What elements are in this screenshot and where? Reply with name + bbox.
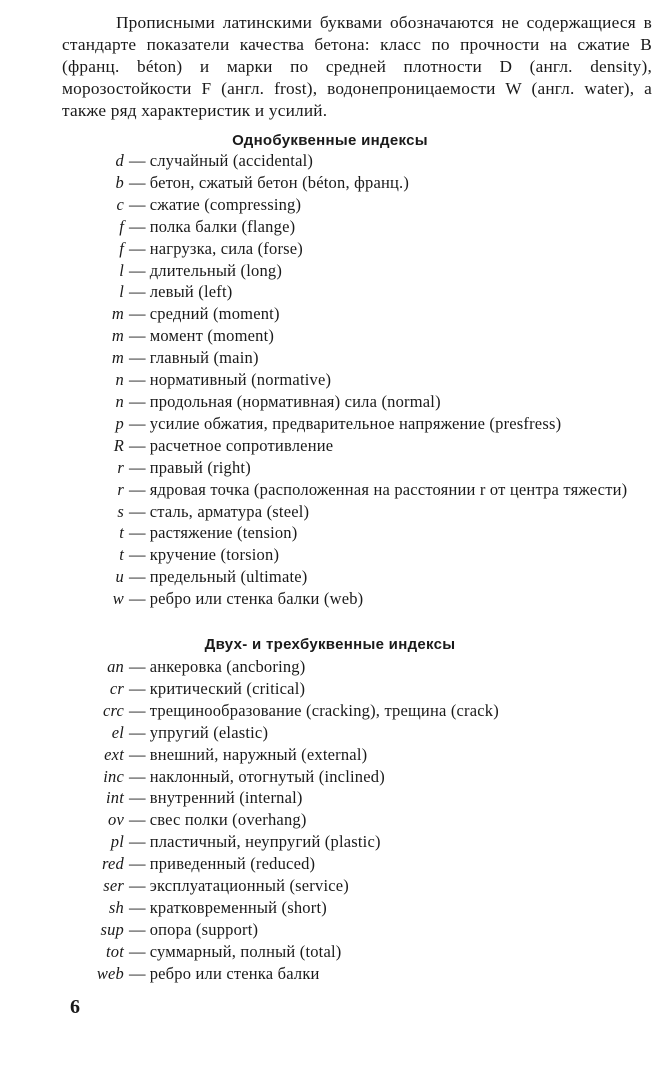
index-symbol: p: [115, 413, 124, 433]
entry-dash: —: [129, 589, 146, 609]
index-description: сжатие (compressing): [149, 194, 302, 214]
index-entry: [0, 897, 660, 919]
index-description: критический (critical): [149, 678, 306, 698]
entry-dash: —: [129, 678, 146, 698]
index-symbol: c: [116, 194, 124, 214]
index-symbol: t: [119, 523, 124, 543]
entry-dash: —: [129, 238, 146, 258]
entry-dash: —: [129, 413, 146, 433]
index-symbol: r: [117, 479, 124, 499]
index-entry: [0, 150, 660, 172]
index-description: внутренний (internal): [149, 788, 303, 808]
index-symbol: pl: [110, 832, 124, 852]
single-letter-indices-heading: Однобуквенные индексы: [232, 132, 428, 149]
entry-dash: —: [129, 657, 146, 676]
entry-dash: —: [129, 788, 146, 808]
entry-dash: —: [129, 348, 146, 368]
entry-dash: —: [129, 304, 146, 324]
index-entry: [0, 172, 660, 194]
index-description: суммарный, полный (total): [149, 941, 342, 961]
index-symbol: ov: [108, 810, 124, 830]
entry-dash: —: [129, 700, 146, 720]
index-entry: [0, 544, 660, 566]
index-symbol: cr: [109, 678, 124, 698]
index-description: эксплуатационный (service): [149, 876, 349, 896]
index-description: кручение (torsion): [149, 545, 280, 565]
index-description: анкеровка (ancboring): [149, 657, 306, 676]
index-entry: [0, 744, 660, 766]
index-entry: [0, 700, 660, 722]
entry-dash: —: [129, 523, 146, 543]
entry-dash: —: [129, 876, 146, 896]
index-entry: [0, 501, 660, 523]
entry-dash: —: [129, 832, 146, 852]
index-symbol: inc: [103, 766, 124, 786]
entry-dash: —: [129, 151, 146, 170]
entry-dash: —: [129, 722, 146, 742]
index-entry: [0, 875, 660, 897]
index-entry: [0, 963, 660, 985]
index-entry: [0, 941, 660, 963]
entry-dash: —: [129, 391, 146, 411]
index-entry: [0, 347, 660, 369]
index-entry: [0, 281, 660, 303]
index-symbol: R: [113, 435, 124, 455]
index-description: ребро или стенка балки: [149, 963, 320, 983]
entry-dash: —: [129, 897, 146, 917]
index-entry: [0, 766, 660, 788]
single-letter-indices-list: [0, 150, 660, 610]
index-entry: [0, 522, 660, 544]
index-symbol: m: [111, 326, 124, 346]
index-entry: [0, 722, 660, 744]
index-symbol: an: [107, 657, 124, 676]
index-description: нагрузка, сила (forse): [149, 238, 303, 258]
index-description: случайный (accidental): [149, 151, 314, 170]
index-symbol: d: [115, 151, 124, 170]
index-symbol: l: [119, 282, 124, 302]
entry-dash: —: [129, 172, 146, 192]
index-description: нормативный (normative): [149, 370, 332, 390]
index-description: кратковременный (short): [149, 897, 327, 917]
index-symbol: n: [115, 391, 124, 411]
index-description: полка балки (flange): [149, 216, 296, 236]
index-entry: [0, 919, 660, 941]
index-entry: [0, 325, 660, 347]
index-description: ребро или стенка балки (web): [149, 589, 364, 609]
index-symbol: int: [105, 788, 124, 808]
entry-dash: —: [129, 370, 146, 390]
index-description: главный (main): [149, 348, 259, 368]
index-entry: [0, 369, 660, 391]
index-entry: [0, 457, 660, 479]
index-entry: [0, 216, 660, 238]
intro-paragraph: [62, 12, 652, 122]
entry-dash: —: [129, 282, 146, 302]
index-description: усилие обжатия, предварительное напряжение (presfress): [149, 413, 562, 433]
index-symbol: ext: [104, 744, 124, 764]
index-symbol: u: [115, 567, 124, 587]
entry-dash: —: [129, 941, 146, 961]
index-description: бетон, сжатый бетон (béton, франц.): [149, 172, 410, 192]
entry-dash: —: [129, 919, 146, 939]
index-description: свес полки (overhang): [149, 810, 307, 830]
index-entry: [0, 809, 660, 831]
entry-dash: —: [129, 567, 146, 587]
entry-dash: —: [129, 766, 146, 786]
index-description: трещинообразование (cracking), трещина (crack): [149, 700, 499, 720]
index-entry: [0, 435, 660, 457]
index-description: упругий (elastic): [149, 722, 269, 742]
entry-dash: —: [129, 260, 146, 280]
entry-dash: —: [129, 435, 146, 455]
index-symbol: f: [119, 238, 124, 258]
page-number: 6: [70, 996, 80, 1018]
entry-dash: —: [129, 457, 146, 477]
index-symbol: sup: [100, 919, 124, 939]
entry-dash: —: [129, 963, 146, 983]
index-symbol: n: [115, 370, 124, 390]
index-entry: [0, 413, 660, 435]
entry-dash: —: [129, 744, 146, 764]
index-entry: [0, 391, 660, 413]
index-symbol: w: [112, 589, 124, 609]
index-entry: [0, 853, 660, 875]
index-description: длительный (long): [149, 260, 283, 280]
index-description: ядровая точка (расположенная на расстоянии r от центра тяжести): [149, 479, 628, 499]
index-symbol: l: [119, 260, 124, 280]
index-symbol: red: [102, 854, 124, 874]
index-entry: [0, 479, 660, 501]
index-description: пластичный, неупругий (plastic): [149, 832, 381, 852]
index-entry: [0, 194, 660, 216]
index-description: продольная (нормативная) сила (normal): [149, 391, 441, 411]
index-symbol: m: [111, 348, 124, 368]
index-symbol: t: [119, 545, 124, 565]
entry-dash: —: [129, 501, 146, 521]
index-entry: [0, 678, 660, 700]
index-symbol: m: [111, 304, 124, 324]
entry-dash: —: [129, 194, 146, 214]
entry-dash: —: [129, 545, 146, 565]
index-symbol: tot: [105, 941, 124, 961]
index-description: правый (right): [149, 457, 251, 477]
index-symbol: r: [117, 457, 124, 477]
index-description: внешний, наружный (external): [149, 744, 368, 764]
index-description: сталь, арматура (steel): [149, 501, 310, 521]
index-symbol: b: [115, 172, 124, 192]
index-entry: [0, 238, 660, 260]
index-description: приведенный (reduced): [149, 854, 316, 874]
index-description: предельный (ultimate): [149, 567, 308, 587]
entry-dash: —: [129, 479, 146, 499]
index-entry: [0, 303, 660, 325]
index-symbol: f: [119, 216, 124, 236]
intro-text: Прописными латинскими буквами обозначаются не содержащиеся в стандарте показатели качества бетона: класс по прочности на сжатие B (франц. béton) и марки по средней плотности D (англ. density), морозостойкости F (англ. frost), водонепроницаемости W (англ. water), а также ряд характеристик и усилий.: [62, 13, 652, 120]
index-symbol: crc: [102, 700, 124, 720]
entry-dash: —: [129, 216, 146, 236]
index-description: средний (moment): [149, 304, 280, 324]
entry-dash: —: [129, 810, 146, 830]
entry-dash: —: [129, 854, 146, 874]
index-entry: [0, 566, 660, 588]
entry-dash: —: [129, 326, 146, 346]
index-entry: [0, 260, 660, 282]
index-symbol: ser: [103, 876, 124, 896]
index-description: расчетное сопротивление: [149, 435, 334, 455]
index-symbol: s: [117, 501, 124, 521]
index-description: левый (left): [149, 282, 233, 302]
index-symbol: web: [96, 963, 124, 983]
index-entry: [0, 656, 660, 678]
index-description: наклонный, отогнутый (inclined): [149, 766, 385, 786]
index-symbol: el: [111, 722, 124, 742]
index-entry: [0, 787, 660, 809]
index-entry: [0, 588, 660, 610]
index-description: растяжение (tension): [149, 523, 298, 543]
index-description: опора (support): [149, 919, 259, 939]
index-symbol: sh: [108, 897, 124, 917]
multi-letter-indices-list: [0, 656, 660, 985]
multi-letter-indices-heading: Двух- и трехбуквенные индексы: [204, 636, 456, 653]
index-entry: [0, 831, 660, 853]
index-description: момент (moment): [149, 326, 275, 346]
